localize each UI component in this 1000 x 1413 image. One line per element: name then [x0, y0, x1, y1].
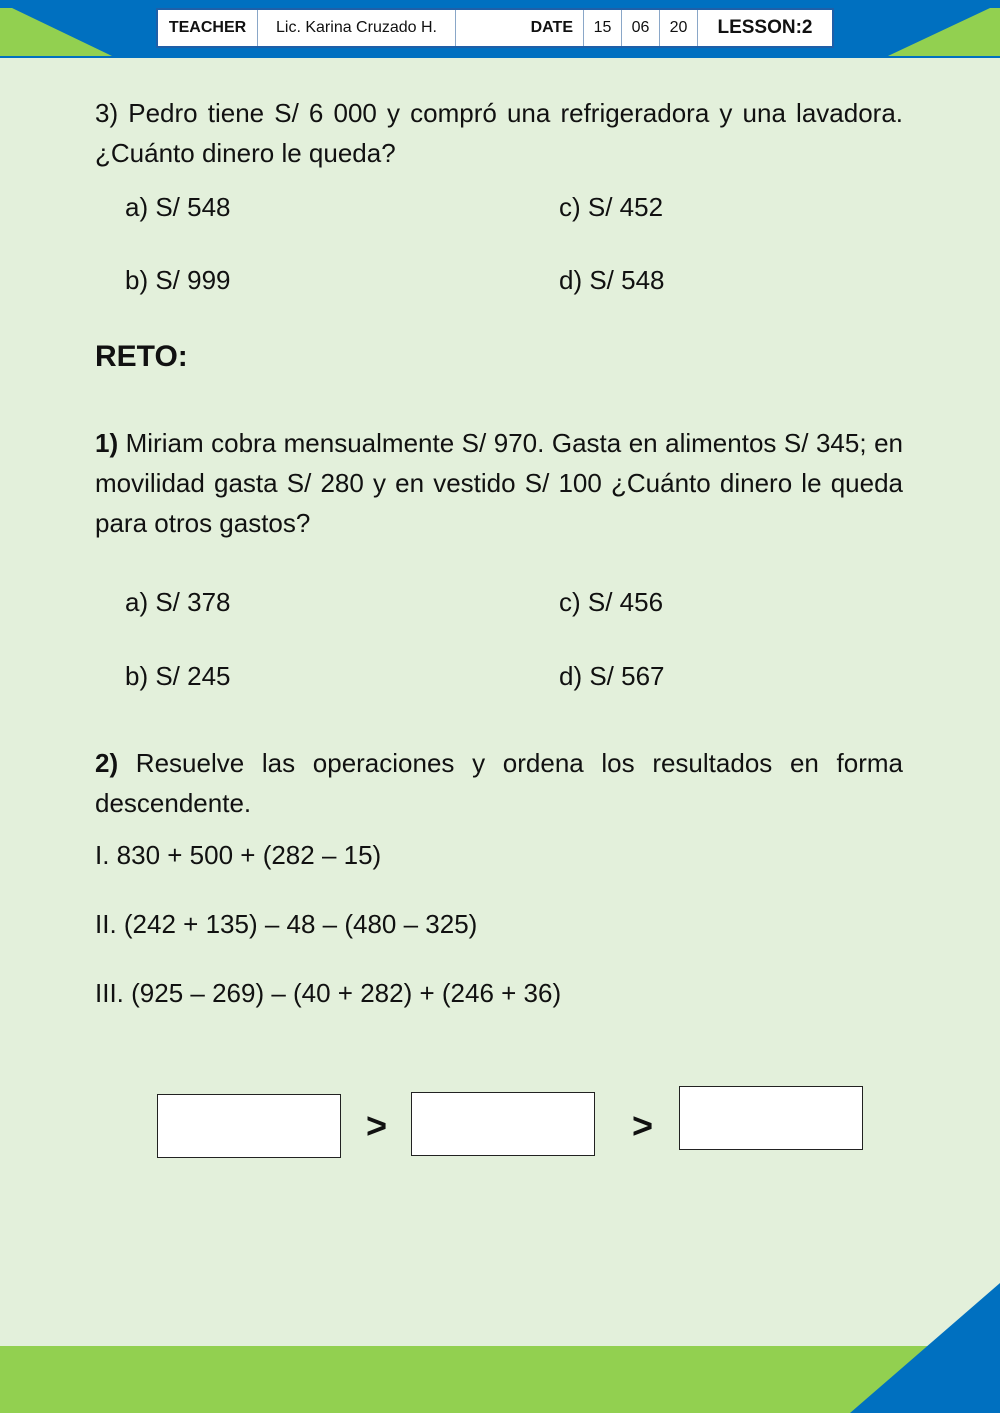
operation-3: III. (925 – 269) – (40 + 282) + (246 + 36) — [95, 978, 562, 1008]
teacher-name: Lic. Karina Cruzado H. — [258, 10, 456, 46]
reto-title: RETO: — [95, 340, 188, 373]
q3-option-a: a) S/ 548 — [125, 192, 231, 222]
date-month: 06 — [622, 10, 660, 46]
operation-1: I. 830 + 500 + (282 – 15) — [95, 840, 382, 870]
reto-1-text: Miriam cobra mensualmente S/ 970. Gasta en alimentos S/ 345; en movilidad gasta S/ 280 y en vestido S/ 100 ¿Cuánto dinero le queda para otros gastos? — [95, 428, 903, 538]
operation-2: II. (242 + 135) – 48 – (480 – 325) — [95, 909, 478, 939]
header-table — [156, 8, 834, 48]
teacher-label: TEACHER — [158, 10, 258, 46]
reto-problem-2 — [95, 743, 903, 823]
date-year: 20 — [660, 10, 698, 46]
reto1-option-a: a) S/ 378 — [125, 587, 231, 617]
date-label: DATE — [456, 10, 584, 46]
reto1-option-d: d) S/ 567 — [559, 661, 665, 691]
question-3-text: 3) Pedro tiene S/ 6 000 y compró una refrigeradora y una lavadora. ¿Cuánto dinero le queda? — [95, 98, 903, 168]
answer-box-3[interactable] — [679, 1086, 863, 1150]
greater-than-2: > — [632, 1105, 654, 1146]
reto-2-text: Resuelve las operaciones y ordena los resultados en forma descendente. — [95, 748, 903, 818]
lesson-label: LESSON:2 — [717, 17, 813, 38]
greater-than-1: > — [366, 1105, 388, 1146]
q3-option-c: c) S/ 452 — [559, 192, 664, 222]
q3-option-b: b) S/ 999 — [125, 265, 231, 295]
answer-box-2[interactable] — [411, 1092, 595, 1156]
answer-box-1[interactable] — [157, 1094, 341, 1158]
reto-1-number: 1) — [95, 428, 119, 458]
date-day: 15 — [584, 10, 622, 46]
q3-option-d: d) S/ 548 — [559, 265, 665, 295]
reto1-option-c: c) S/ 456 — [559, 587, 664, 617]
reto-2-number: 2) — [95, 748, 119, 778]
reto1-option-b: b) S/ 245 — [125, 661, 231, 691]
reto-problem-1 — [95, 423, 903, 543]
